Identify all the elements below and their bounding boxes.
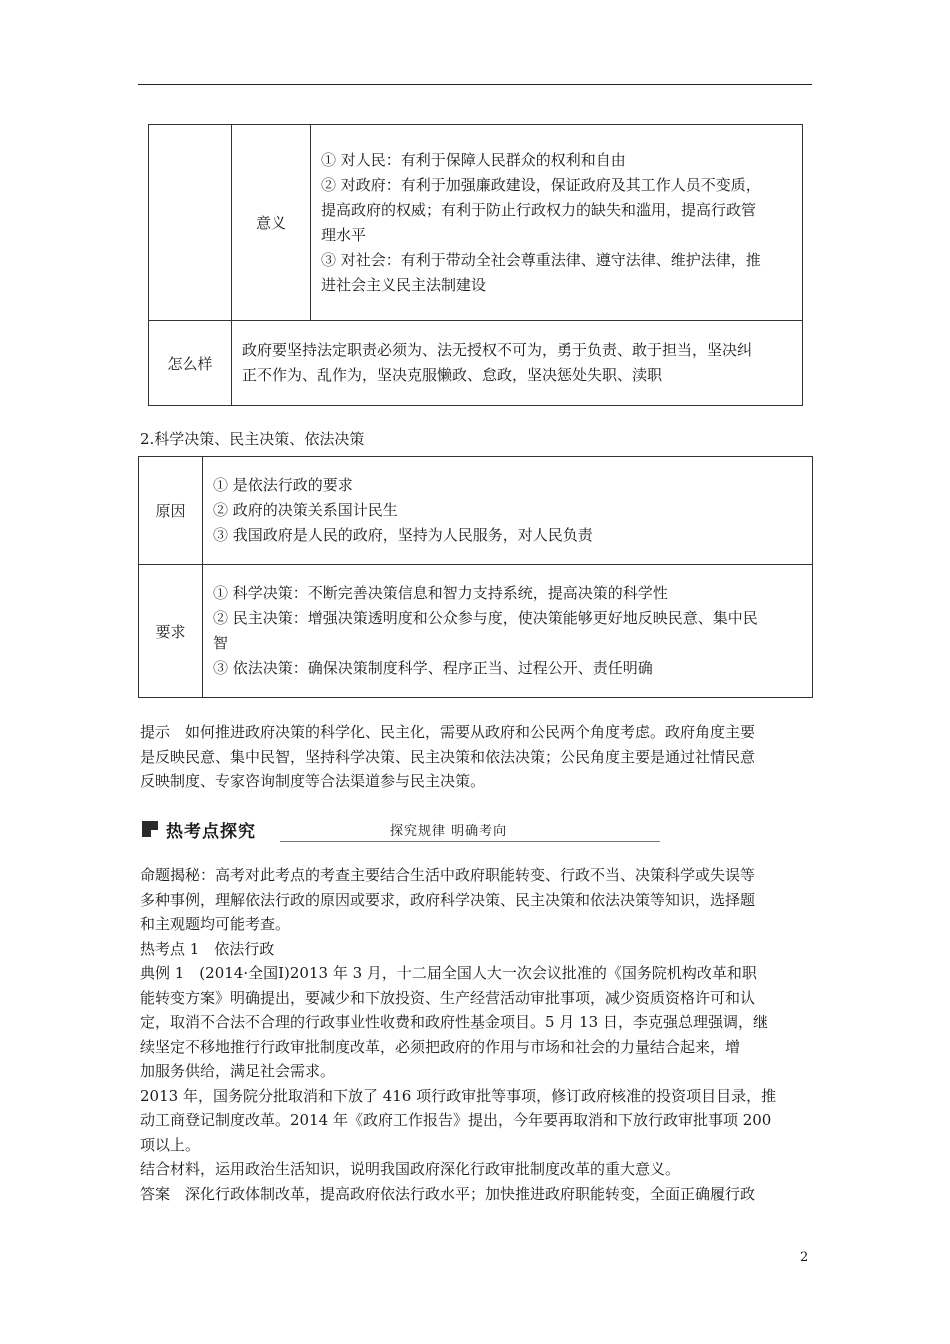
table2-row1-content [203,457,813,565]
decision-table [138,456,813,698]
banner-divider [280,841,660,842]
text-line: 智 [213,634,229,652]
text-line: ② 对政府：有利于加强廉政建设，保证政府及其工作人员不变质， [321,175,761,194]
table1-row2-content [232,321,803,406]
text-line: ② 政府的决策关系国计民生 [213,501,398,519]
text-line: 多种事例，理解依法行政的原因或要求，政府科学决策、民主决策和依法决策等知识，选择题 [140,890,756,909]
text-line: 加服务供给，满足社会需求。 [140,1062,336,1080]
text-line: 理水平 [321,225,367,244]
body-text [140,863,812,1206]
table2-row2-content [203,565,813,698]
text-line: 反映制度、专家咨询制度等合法渠道参与民主决策。 [140,772,486,790]
significance-table [148,124,803,406]
text-line: ① 科学决策：不断完善决策信息和智力支持系统，提高决策的科学性 [213,584,668,602]
text-line: 答案 深化行政体制改革，提高政府依法行政水平；加快推进政府职能转变，全面正确履行政 [140,1184,756,1203]
text-line: ① 对人民：有利于保障人民群众的权利和自由 [321,150,626,169]
banner-title: 热考点探究 [166,822,256,842]
tip-paragraph [140,720,812,794]
text-line: ③ 对社会：有利于带动全社会尊重法律、遵守法律、维护法律，推 [321,250,761,269]
text-line: 能转变方案》明确提出，要减少和下放投资、生产经营活动审批事项，减少资质资格许可和认 [140,988,756,1007]
text-line: 正不作为、乱作为，坚决克服懒政、怠政，坚决惩处失职、渎职 [242,366,663,384]
text-line: 命题揭秘：高考对此考点的考查主要结合生活中政府职能转变、行政不当、决策科学或失误等 [140,866,756,884]
text-line: 2013 年，国务院分批取消和下放了 416 项行政审批等事项，修订政府核准的投资项目目录，推 [140,1086,777,1105]
text-line: ① 是依法行政的要求 [213,476,353,494]
text-line: 典例 1 (2014·全国Ⅰ)2013 年 3 月，十二届全国人大一次会议批准的《国务院机构改革和职 [140,964,757,982]
text-line: 和主观题均可能考查。 [140,915,291,933]
text-line: 定，取消不合法不合理的行政事业性收费和政府性基金项目。5 月 13 日，李克强总理强调，继 [140,1013,768,1031]
text-line: 政府要坚持法定职责必须为、法无授权不可为，勇于负责、敢于担当，坚决纠 [242,341,753,359]
banner-square-icon [142,821,158,837]
table1-row2-label: 怎么样 [149,321,232,406]
table2-row2-label: 要求 [139,565,203,698]
text-line: ③ 依法决策：确保决策制度科学、程序正当、过程公开、责任明确 [213,659,653,677]
text-line: 动工商登记制度改革。2014 年《政府工作报告》提出，今年要再取消和下放行政审批事项 200 [140,1111,772,1129]
text-line: 项以上。 [140,1135,201,1154]
text-line: 续坚定不移地推行行政审批制度改革，必须把政府的作用与市场和社会的力量结合起来，增 [140,1037,741,1056]
section-title: 2.科学决策、民主决策、依法决策 [140,430,365,448]
text-line: 是反映民意、集中民智，坚持科学决策、民主决策和依法决策；公民角度主要是通过社情民意 [140,747,756,766]
header-rule [138,84,812,85]
text-line: 提示 如何推进政府决策的科学化、民主化，需要从政府和公民两个角度考虑。政府角度主要 [140,723,756,741]
text-line: 结合材料，运用政治生活知识，说明我国政府深化行政审批制度改革的重大意义。 [140,1160,681,1178]
table2-row1-label: 原因 [139,457,203,565]
text-line: ③ 我国政府是人民的政府，坚持为人民服务，对人民负责 [213,526,593,544]
page-number: 2 [800,1250,809,1265]
table1-row1-content [311,125,803,321]
table1-row1-label: 意义 [232,125,311,321]
text-line: ② 民主决策：增强决策透明度和公众参与度，使决策能够更好地反映民意、集中民 [213,609,758,627]
text-line: 提高政府的权威；有利于防止行政权力的缺失和滥用，提高行政管 [321,200,757,219]
text-line: 进社会主义民主法制建设 [321,275,487,294]
section-banner [140,817,812,847]
table1-empty-cell [149,125,232,321]
text-line: 热考点 1 依法行政 [140,939,275,958]
banner-subtitle: 探究规律 明确考向 [390,824,508,839]
